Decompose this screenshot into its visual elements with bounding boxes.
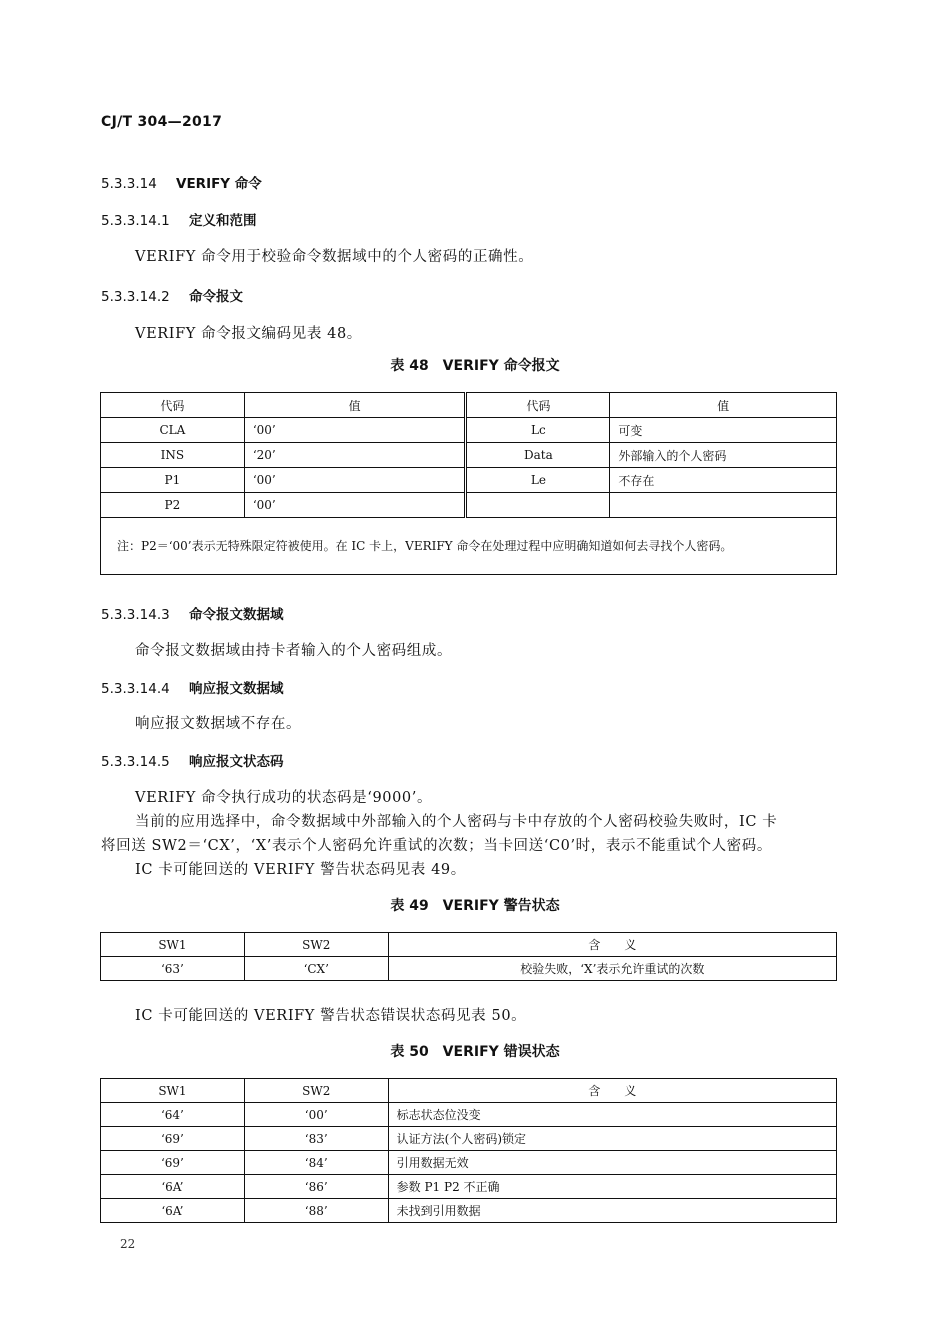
table-cell: 校验失败，‘X’表示允许重试的次数 [388, 957, 836, 981]
table-cell: 标志状态位没变 [388, 1103, 836, 1127]
table-cell: ‘88’ [244, 1199, 388, 1223]
table-row [101, 443, 837, 468]
table-cell: Le [466, 468, 610, 493]
table-48-caption: 表 48 VERIFY 命令报文 [390, 358, 560, 374]
section-heading-5-3-3-14 [101, 172, 262, 192]
standard-code: CJ/T 304—2017 [101, 114, 223, 130]
table-cell [610, 493, 837, 518]
header-cell: SW2 [244, 933, 388, 957]
table-note-row [101, 518, 837, 575]
table-cell: P1 [101, 468, 245, 493]
header-cell: SW1 [101, 1079, 245, 1103]
table-cell: ‘00’ [244, 468, 466, 493]
section-heading-5-3-3-14-3 [101, 603, 284, 623]
table-49 [100, 932, 837, 981]
paragraph-error-ref: IC 卡可能回送的 VERIFY 警告状态错误状态码见表 50。 [135, 1008, 527, 1024]
table-cell: ‘6A’ [101, 1199, 245, 1223]
header-cell: 含 义 [388, 1079, 836, 1103]
table-note: 注：P2＝‘00’表示无特殊限定符被使用。在 IC 卡上，VERIFY 命令在处理过程中应明确知道如何去寻找个人密码。 [101, 518, 837, 575]
table-cell: 参数 P1 P2 不正确 [388, 1175, 836, 1199]
section-number: 5.3.3.14.2 [101, 289, 170, 305]
table-row [101, 1127, 837, 1151]
table-cell: ‘64’ [101, 1103, 245, 1127]
table-cell: 不存在 [610, 468, 837, 493]
table-50 [100, 1078, 837, 1223]
table-49-caption: 表 49 VERIFY 警告状态 [390, 898, 560, 914]
section-heading-5-3-3-14-4 [101, 677, 284, 697]
paragraph-response-data: 响应报文数据域不存在。 [135, 716, 302, 732]
table-row [101, 493, 837, 518]
table-cell: 可变 [610, 418, 837, 443]
table-row [101, 1175, 837, 1199]
table-cell [466, 493, 610, 518]
header-cell: 代码 [101, 393, 245, 418]
table-row [101, 1103, 837, 1127]
section-number: 5.3.3.14.5 [101, 754, 170, 770]
table-cell: ‘63’ [101, 957, 245, 981]
section-number: 5.3.3.14 [101, 176, 157, 192]
table-cell: ‘00’ [244, 493, 466, 518]
table-row [101, 1151, 837, 1175]
table-cell: Lc [466, 418, 610, 443]
table-cell: ‘83’ [244, 1127, 388, 1151]
paragraph-success-status: VERIFY 命令执行成功的状态码是‘9000’。 [135, 790, 433, 806]
header-cell: 值 [244, 393, 466, 418]
table-cell: ‘20’ [244, 443, 466, 468]
table-cell: INS [101, 443, 245, 468]
section-number: 5.3.3.14.1 [101, 213, 170, 229]
paragraph-failure-line2: 将回送 SW2＝‘CX’，‘X’表示个人密码允许重试的次数；当卡回送‘C0’时，表示不能重试个人密码。 [101, 838, 772, 854]
paragraph-definition: VERIFY 命令用于校验命令数据域中的个人密码的正确性。 [135, 249, 534, 265]
section-title: 命令报文 [189, 289, 243, 305]
table-header-row [101, 393, 837, 418]
table-cell: 认证方法(个人密码)锁定 [388, 1127, 836, 1151]
page-number: 22 [120, 1237, 136, 1251]
header-cell: 含 义 [388, 933, 836, 957]
table-50-caption: 表 50 VERIFY 错误状态 [390, 1044, 560, 1060]
table-cell: ‘84’ [244, 1151, 388, 1175]
header-cell: SW1 [101, 933, 245, 957]
table-row [101, 418, 837, 443]
table-cell: ‘86’ [244, 1175, 388, 1199]
section-title: VERIFY 命令 [176, 176, 262, 192]
section-title: 命令报文数据域 [189, 607, 284, 623]
header-cell: 代码 [466, 393, 610, 418]
table-cell: Data [466, 443, 610, 468]
table-header-row [101, 933, 837, 957]
table-cell: ‘00’ [244, 1103, 388, 1127]
header-cell: 值 [610, 393, 837, 418]
table-row [101, 1199, 837, 1223]
table-cell: 外部输入的个人密码 [610, 443, 837, 468]
section-title: 响应报文状态码 [189, 754, 284, 770]
table-cell: ‘69’ [101, 1151, 245, 1175]
section-number: 5.3.3.14.3 [101, 607, 170, 623]
section-heading-5-3-3-14-2 [101, 285, 243, 305]
header-cell: SW2 [244, 1079, 388, 1103]
section-number: 5.3.3.14.4 [101, 681, 170, 697]
section-title: 响应报文数据域 [189, 681, 284, 697]
section-heading-5-3-3-14-1 [101, 209, 257, 229]
paragraph-command-message: VERIFY 命令报文编码见表 48。 [135, 326, 362, 342]
table-row [101, 468, 837, 493]
paragraph-failure-line1: 当前的应用选择中，命令数据域中外部输入的个人密码与卡中存放的个人密码校验失败时，IC 卡 [135, 814, 778, 830]
table-cell: 引用数据无效 [388, 1151, 836, 1175]
table-cell: ‘6A’ [101, 1175, 245, 1199]
table-cell: ‘00’ [244, 418, 466, 443]
table-row [101, 957, 837, 981]
table-cell: ‘CX’ [244, 957, 388, 981]
table-cell: P2 [101, 493, 245, 518]
table-48 [100, 392, 837, 575]
section-heading-5-3-3-14-5 [101, 750, 284, 770]
table-header-row [101, 1079, 837, 1103]
table-cell: 未找到引用数据 [388, 1199, 836, 1223]
table-cell: CLA [101, 418, 245, 443]
table-cell: ‘69’ [101, 1127, 245, 1151]
paragraph-warning-ref: IC 卡可能回送的 VERIFY 警告状态码见表 49。 [135, 862, 466, 878]
section-title: 定义和范围 [189, 213, 257, 229]
paragraph-command-data: 命令报文数据域由持卡者输入的个人密码组成。 [135, 643, 453, 659]
